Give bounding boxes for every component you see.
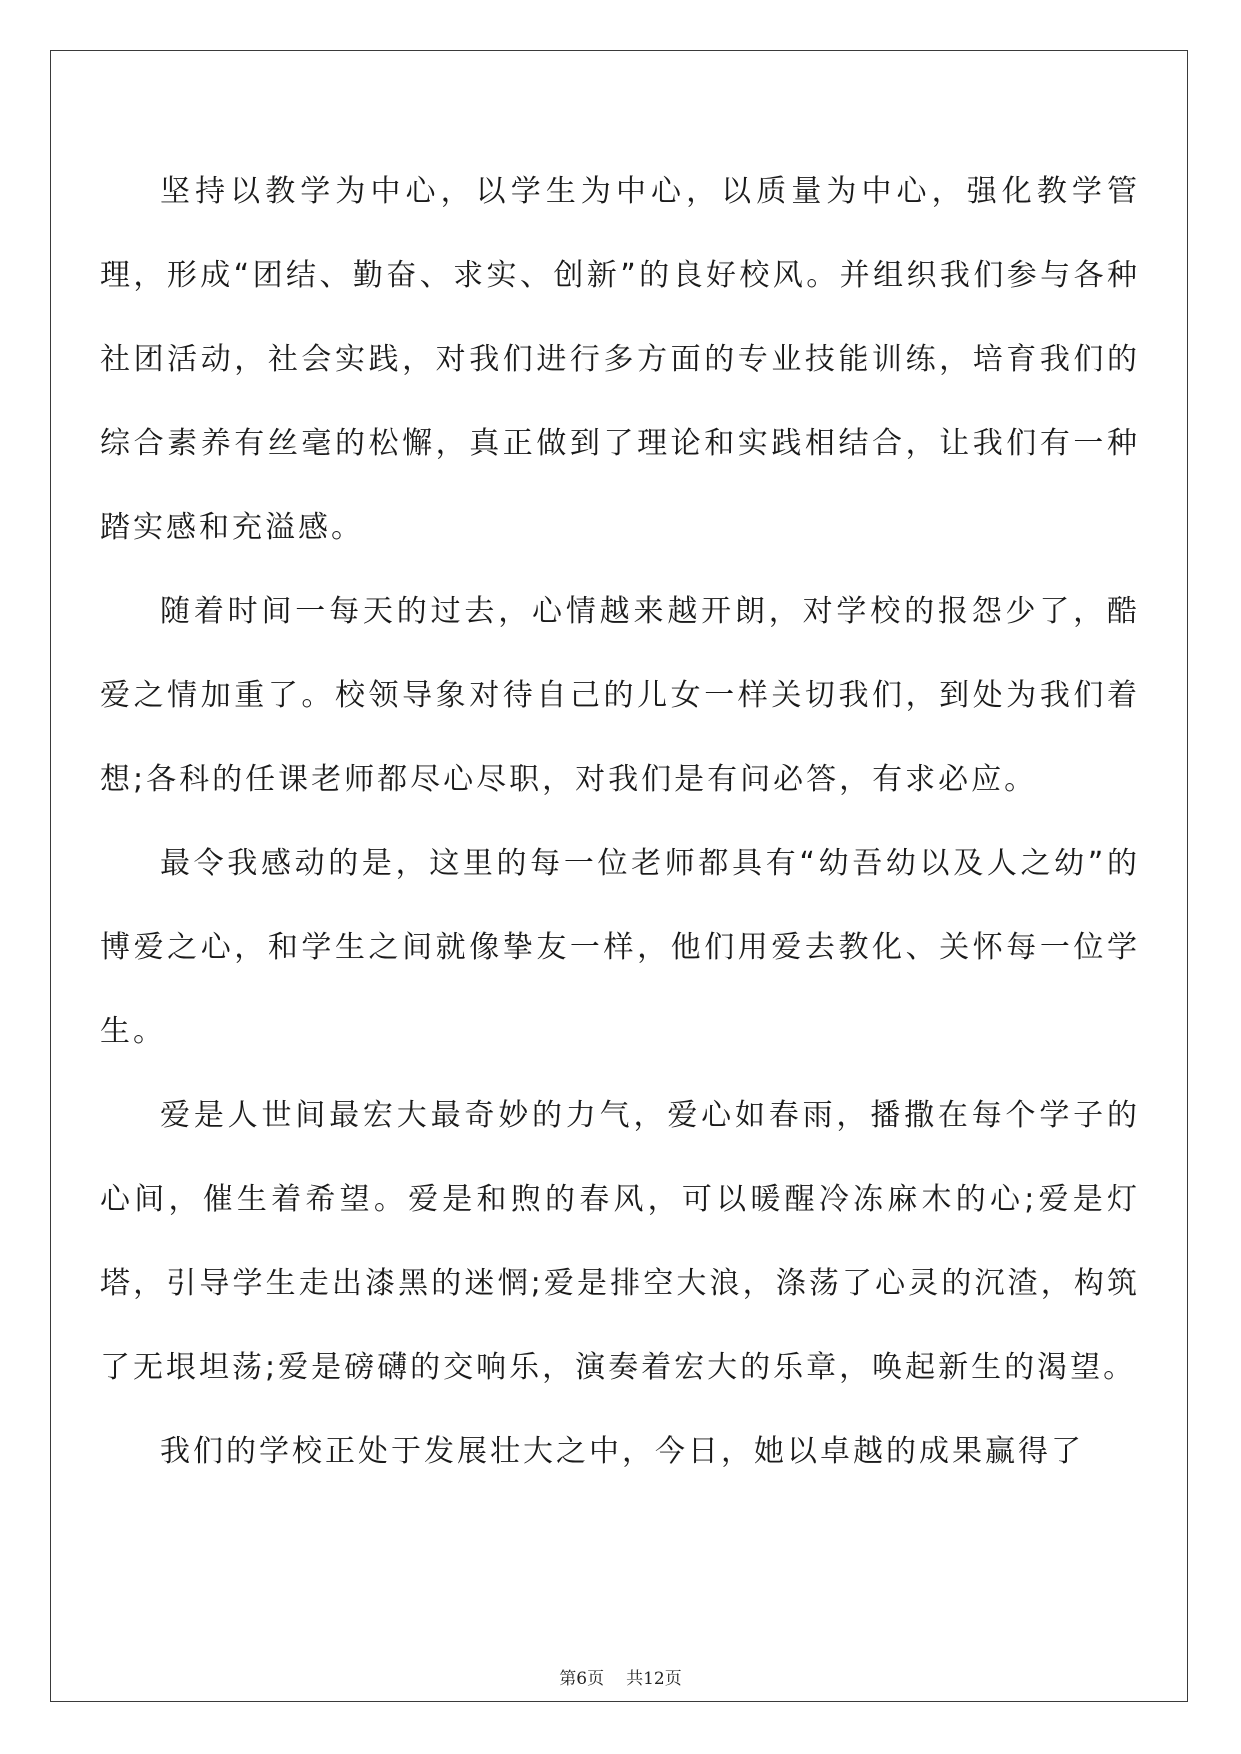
document-body (100, 150, 1140, 1494)
paragraph: 随着时间一每天的过去，心情越来越开朗，对学校的报怨少了，酷爱之情加重了。校领导象对待自己的儿女一样关切我们，到处为我们着想;各科的任课老师都尽心尽职，对我们是有问必答，有求必应。 (100, 594, 1140, 797)
page-number: 第6页 (559, 1669, 605, 1689)
page-total: 共12页 (626, 1669, 682, 1689)
paragraph: 最令我感动的是，这里的每一位老师都具有“幼吾幼以及人之幼”的博爱之心，和学生之间就像挚友一样，他们用爱去教化、关怀每一位学生。 (100, 846, 1140, 1049)
paragraph: 我们的学校正处于发展壮大之中，今日，她以卓越的成果赢得了 (160, 1434, 1084, 1469)
page-footer (0, 1664, 1241, 1689)
paragraph: 坚持以教学为中心，以学生为中心，以质量为中心，强化教学管理，形成“团结、勤奋、求实、创新”的良好校风。并组织我们参与各种社团活动，社会实践，对我们进行多方面的专业技能训练，培育我们的综合素养有丝毫的松懈，真正做到了理论和实践相结合，让我们有一种踏实感和充溢感。 (100, 174, 1140, 545)
paragraph: 爱是人世间最宏大最奇妙的力气，爱心如春雨，播撒在每个学子的心间，催生着希望。爱是和煦的春风，可以暖醒冷冻麻木的心;爱是灯塔，引导学生走出漆黑的迷惘;爱是排空大浪，涤荡了心灵的沉渣，构筑了无垠坦荡;爱是磅礴的交响乐，演奏着宏大的乐章，唤起新生的渴望。 (100, 1098, 1140, 1385)
